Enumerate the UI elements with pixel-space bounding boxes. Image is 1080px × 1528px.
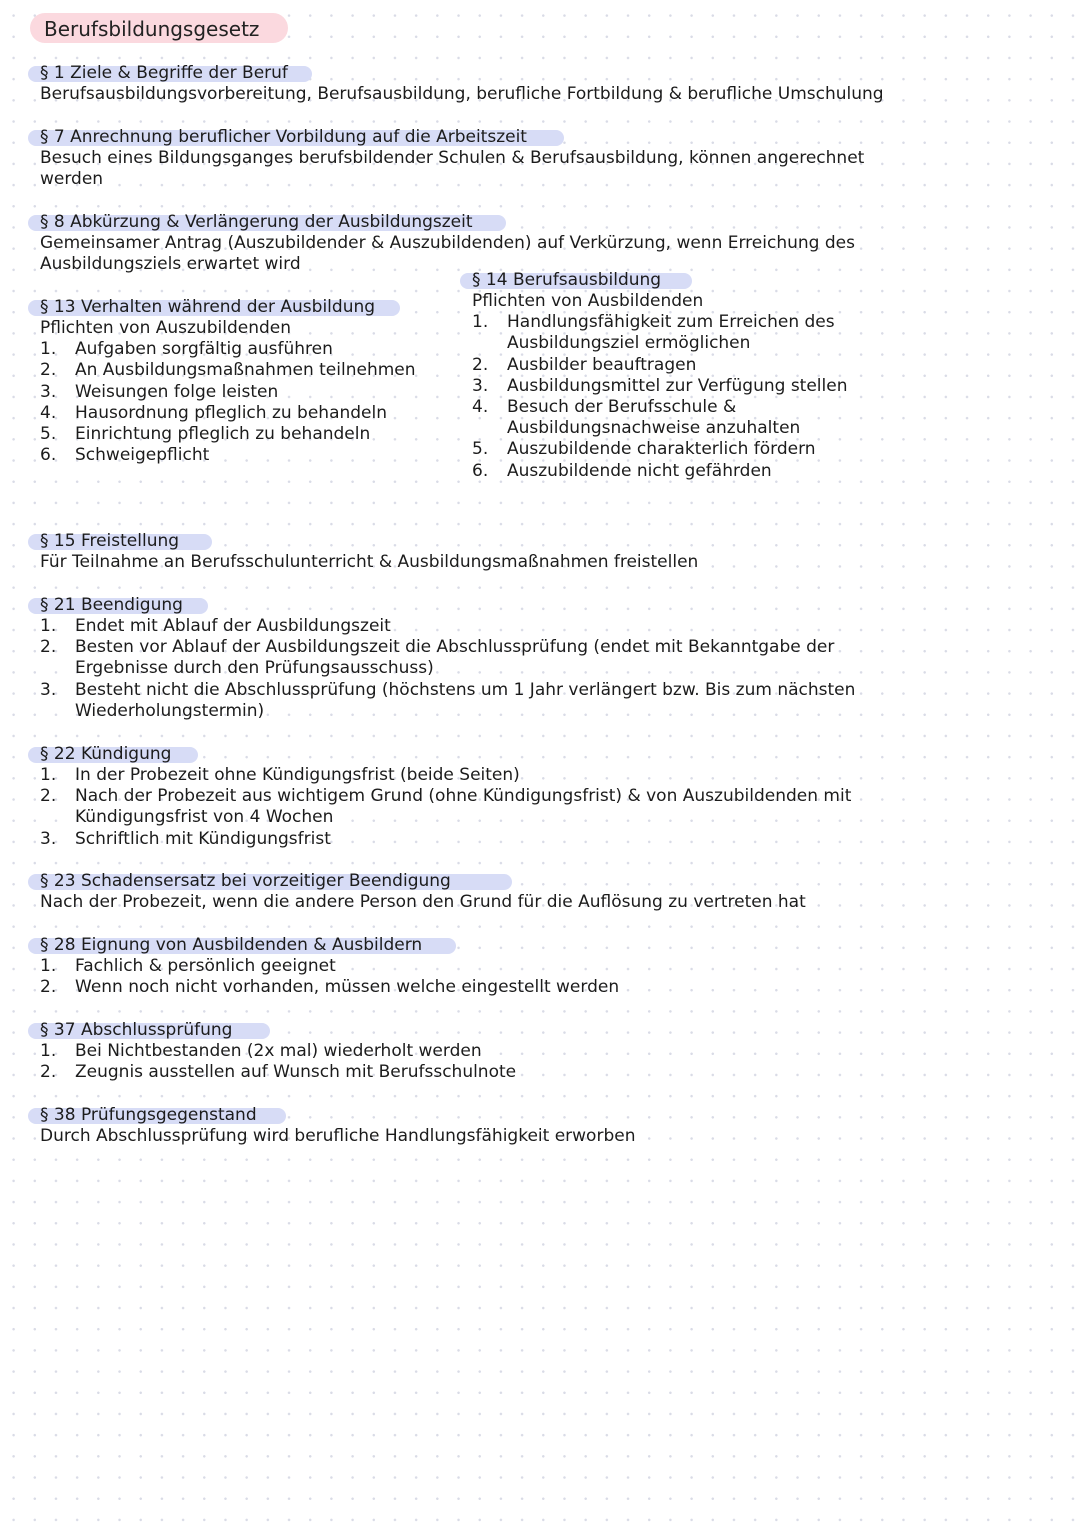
section-heading: § 7 Anrechnung beruflicher Vorbildung auf die Arbeitszeit [40,127,527,147]
section-heading: § 1 Ziele & Begriffe der Beruf [40,63,288,83]
section-13 [40,297,416,466]
list-item: 3. Weisungen folge leisten [40,381,279,402]
list-item: 2. Nach der Probezeit aus wichtigem Grund (ohne Kündigungsfrist) & von Auszubildenden mit Kündigungsfrist von 4 Wochen [40,786,852,828]
section-23 [40,871,806,913]
section-heading: § 14 Berufsausbildung [472,270,662,290]
list-item: 4. Hausordnung pfleglich zu behandeln [40,402,388,423]
section-heading: § 8 Abkürzung & Verlängerung der Ausbildungszeit [40,212,473,232]
list-item: 1. Aufgaben sorgfältig ausführen [40,339,333,360]
section-14 [472,270,848,482]
section-28 [40,935,619,998]
section-8 [40,212,855,275]
section-21 [40,595,855,722]
section-heading: § 13 Verhalten während der Ausbildung [40,297,376,317]
list-item: 3. Besteht nicht die Abschlussprüfung (höchstens um 1 Jahr verlängert bzw. Bis zum nächsten Wiederholungstermin) [40,679,856,721]
list-item: 2. Ausbilder beauftragen [472,354,697,375]
list-item: 1. Fachlich & persönlich geeignet [40,956,336,976]
list-item: 2. Besten vor Ablauf der Ausbildungszeit die Abschlussprüfung (endet mit Bekanntgabe der Ergebnisse durch den Prüfungsausschuss) [40,637,835,679]
section-heading: § 37 Abschlussprüfung [40,1020,233,1040]
title-highlight [30,13,288,43]
section-38 [40,1105,635,1147]
list-item: 5. Auszubildende charakterlich fördern [472,439,816,460]
section-text: Nach der Probezeit, wenn die andere Person den Grund für die Auflösung zu vertreten hat [40,892,806,912]
list-item: 1. Bei Nichtbestanden (2x mal) wiederholt werden [40,1041,482,1061]
section-heading: § 23 Schadensersatz bei vorzeitiger Beendigung [40,871,451,891]
section-15 [40,531,698,573]
section-text: Besuch eines Bildungsganges berufsbildender Schulen & Berufsausbildung, können angerechnet [40,148,865,168]
list-item: 2. Wenn noch nicht vorhanden, müssen welche eingestellt werden [40,977,620,998]
list-item: 6. Auszubildende nicht gefährden [472,460,772,481]
section-1 [40,63,884,105]
section-text: Für Teilnahme an Berufsschulunterricht & Ausbildungsmaßnahmen freistellen [40,552,699,572]
list-item: 1. In der Probezeit ohne Kündigungsfrist (beide Seiten) [40,765,520,785]
list-item: 3. Schriftlich mit Kündigungsfrist [40,828,331,849]
section-heading: § 38 Prüfungsgegenstand [40,1105,257,1125]
section-7 [40,127,864,190]
list-item: 6. Schweigepflicht [40,445,210,466]
section-text: Durch Abschlussprüfung wird berufliche Handlungsfähigkeit erworben [40,1126,636,1146]
section-intro: Pflichten von Ausbildenden [472,291,704,311]
list-item: 5. Einrichtung pfleglich zu behandeln [40,424,371,445]
section-text: Ausbildungsziels erwartet wird [40,254,301,275]
section-37 [40,1020,516,1083]
section-text: Berufsausbildungsvorbereitung, Berufsausbildung, berufliche Fortbildung & berufliche Umschulung [40,84,884,104]
section-heading: § 15 Freistellung [40,531,180,551]
section-text: Gemeinsamer Antrag (Auszubildender & Auszubildenden) auf Verkürzung, wenn Erreichung des [40,233,855,253]
section-text: werden [40,169,104,190]
list-item: 2. An Ausbildungsmaßnahmen teilnehmen [40,360,416,381]
list-item: 3. Ausbildungsmittel zur Verfügung stellen [472,375,848,396]
section-heading: § 21 Beendigung [40,595,183,615]
section-intro: Pflichten von Auszubildenden [40,318,291,338]
list-item: 1. Handlungsfähigkeit zum Erreichen des Ausbildungsziel ermöglichen [472,312,835,354]
list-item: 2. Zeugnis ausstellen auf Wunsch mit Berufsschulnote [40,1062,517,1083]
section-22 [40,744,851,850]
list-item: 4. Besuch der Berufsschule & Ausbildungsnachweise anzuhalten [472,397,801,439]
list-item: 1. Endet mit Ablauf der Ausbildungszeit [40,616,391,636]
page-title: Berufsbildungsgesetz [44,17,260,41]
section-heading: § 28 Eignung von Ausbildenden & Ausbildern [40,935,423,955]
section-heading: § 22 Kündigung [40,744,172,764]
